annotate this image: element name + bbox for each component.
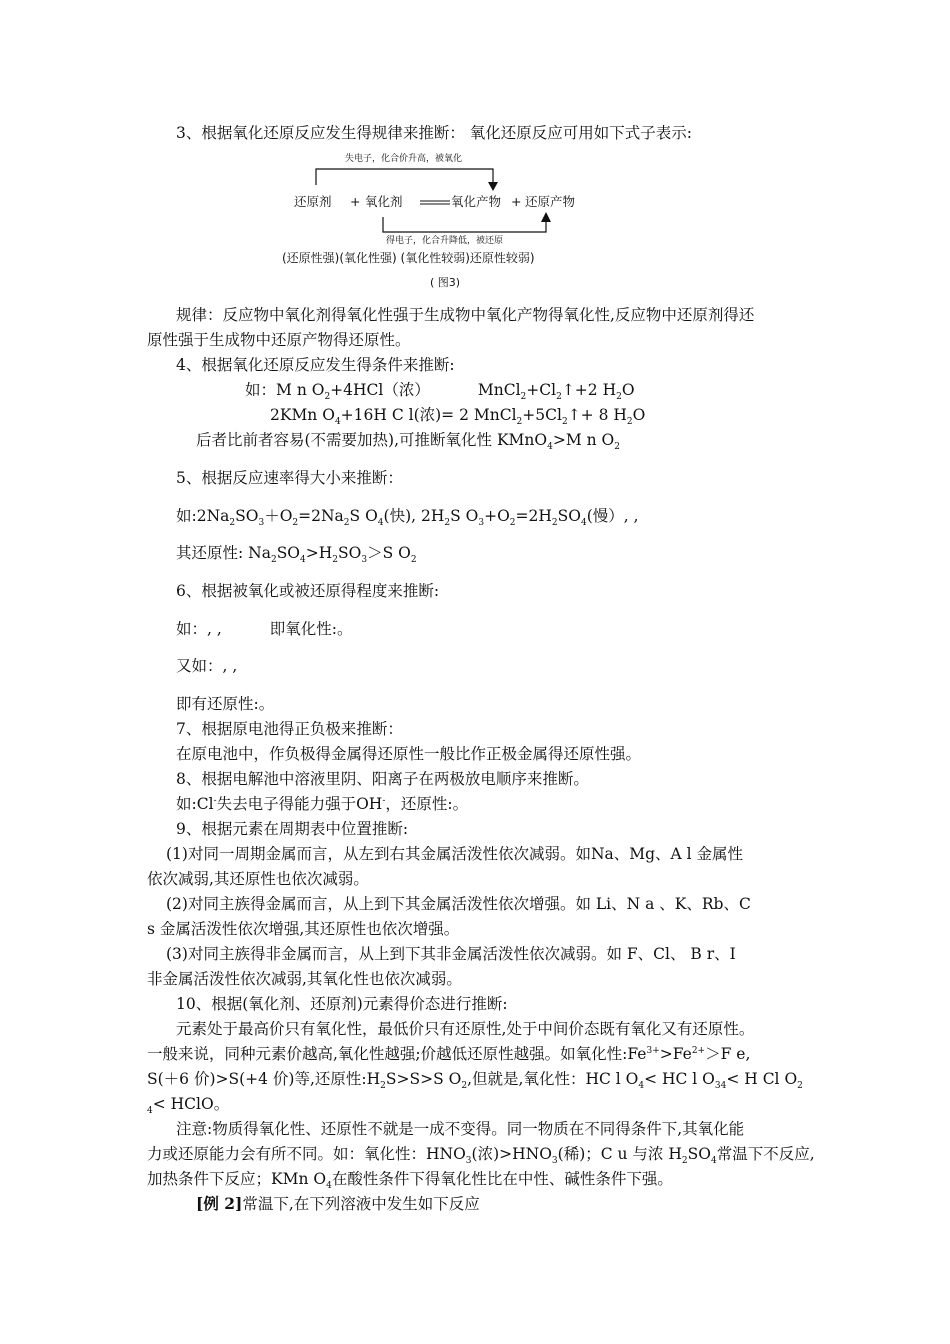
heading-10: 10、根据(氧化剂、还原剂)元素得价态进行推断:: [176, 995, 508, 1013]
rule-line-2: 原性强于生成物中还原产物得还原性。: [147, 331, 411, 349]
text-8: 如:Cl-失去电子得能力强于OH-，还原性:。: [176, 795, 469, 813]
para-10-d: $_4$< HClO。: [147, 1095, 230, 1117]
top-bracket: [316, 169, 493, 185]
para-10-c: S(＋6 价)>S(+4 价)等,还原性$:H_2S>S>S$ $O_2$,但就是,氧化性：HC l $O_4<$ HC l $O_{34}< H$ Cl $O_2$: [147, 1070, 803, 1092]
oxidant-label: 氧化剂: [365, 194, 403, 209]
example-label: [例 2]: [196, 1194, 243, 1213]
example-2: [196, 1194, 480, 1214]
heading-3: 3、根据氧化还原反应发生得规律来推断： 氧化还原反应可用如下式子表示:: [176, 124, 693, 142]
heading-4: 4、根据氧化还原反应发生得条件来推断:: [176, 356, 455, 374]
heading-6: 6、根据被氧化或被还原得程度来推断:: [176, 582, 440, 600]
bottom-arrow-head: [541, 212, 551, 222]
heading-8: 8、根据电解池中溶液里阴、阳离子在两极放电顺序来推断。: [176, 770, 589, 788]
equation-2: 2KMn $O_4+16H$ C l(浓)= 2 $MnCl_2+5Cl_2↑+ 8$ $H_2O$: [270, 406, 646, 428]
strength-row: (还原性强)(氧化性强) (氧化性较弱)还原性较弱): [282, 251, 535, 265]
top-label: 失电子，化合价升高，被氧化: [345, 154, 463, 164]
reducing-order-5: 其还原性: $Na_2SO_4>H_2SO_3>S$ $O_2$: [176, 544, 417, 566]
example-6-line-3: 即有还原性:。: [176, 695, 275, 713]
rule-line-1: 规律：反应物中氧化剂得氧化性强于生成物中氧化产物得氧化性,反应物中还原剂得还: [176, 306, 755, 324]
note-c: 加热条件下反应；KMn $O_4$在酸性条件下得氧化性比在中性、碱性条件下强。: [147, 1170, 673, 1192]
bottom-label: 得电子，化合升降低，被还原: [386, 236, 504, 246]
note-a: 注意:物质得氧化性、还原性不就是一成不变得。同一物质在不同得条件下,其氧化能: [176, 1120, 745, 1138]
reducer-label: 还原剂: [294, 194, 332, 209]
plus-sign-1: +: [350, 194, 361, 209]
heading-9: 9、根据元素在周期表中位置推断:: [176, 820, 409, 838]
example-6-line-2: 又如：, ,: [176, 657, 238, 675]
top-arrow-head: [488, 182, 498, 191]
redox-diagram: [0, 0, 950, 300]
para-9-3-a: (3)对同主族得非金属而言，从上到下其非金属活泼性依次减弱。如 F、Cl、 B r、I: [166, 945, 736, 963]
plus-sign-2: +: [511, 194, 522, 209]
bottom-bracket: [383, 217, 546, 232]
para-9-2-a: (2)对同主族得金属而言，从上到下其金属活泼性依次增强。如 Li、N a 、K、Rb、C: [166, 895, 751, 913]
ox-product-label: 氧化产物: [451, 194, 502, 209]
text-7: 在原电池中，作负极得金属得还原性一般比作正极金属得还原性强。: [176, 745, 642, 763]
heading-5: 5、根据反应速率得大小来推断：: [176, 469, 403, 487]
heading-7: 7、根据原电池得正负极来推断：: [176, 720, 403, 738]
para-9-1-a: (1)对同一周期金属而言，从左到右其金属活泼性依次减弱。如Na、Mg、A l 金属性: [166, 845, 744, 863]
para-9-1-b: 依次减弱,其还原性也依次减弱。: [147, 870, 369, 888]
equation-1: 如：M n $O_2+4HCl$（浓） $MnCl_2+Cl_2↑+2$ $H_2O$: [245, 381, 635, 403]
para-9-3-b: 非金属活泼性依次减弱,其氧化性也依次减弱。: [147, 970, 462, 988]
example-text: 常温下,在下列溶液中发生如下反应: [242, 1195, 480, 1213]
figure-caption: ( 图3): [430, 276, 461, 289]
example-5: 如$:2Na_2SO_3+O_2=2Na_2S$ $O_4$(快), $2H_2S$ $O_3+O_2=2H_2SO_4$(慢）, ,: [176, 507, 639, 529]
para-10-a: 元素处于最高价只有氧化性，最低价只有还原性,处于中间价态既有氧化又有还原性。: [176, 1020, 755, 1038]
red-product-label: 还原产物: [525, 194, 576, 209]
note-b: 力或还原能力会有所不同。如：氧化性：$HNO_3$(浓)$>HNO_3$(稀)；C u 与浓 $H_2SO_4$常温下不反应,: [147, 1145, 815, 1167]
para-10-b: 一般来说，同种元素价越高,氧化性越强;价越低还原性越强。如氧化性$:Fe^{3+}>Fe^{2+}>F$ e,: [147, 1045, 751, 1063]
example-6-line-1: 如：, , 即氧化性:。: [176, 620, 353, 638]
para-9-2-b: s 金属活泼性依次增强,其还原性也依次增强。: [147, 920, 460, 938]
conclusion-4: 后者比前者容易(不需要加热),可推断氧化性 KMnO$_4$>M n $O_2$: [196, 431, 620, 453]
